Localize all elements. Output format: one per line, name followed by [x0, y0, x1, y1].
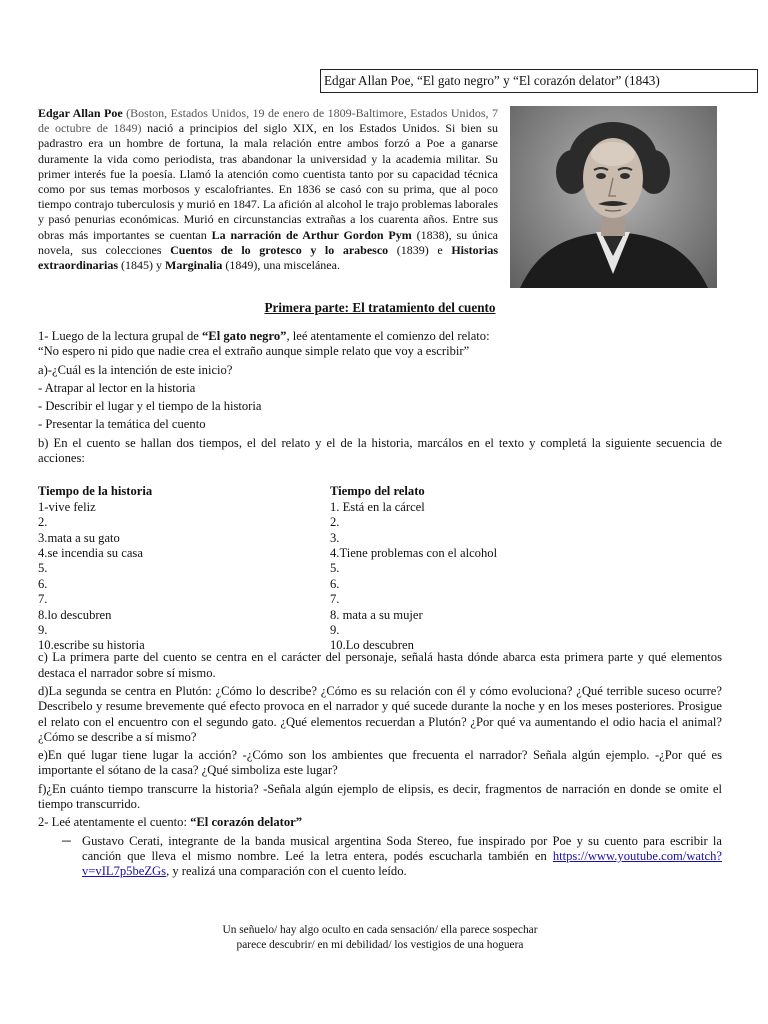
timeline-item: 6.	[330, 576, 340, 591]
lyrics-line: parece descubrir/ en mi debilidad/ los vestigios de una hoguera	[236, 939, 524, 951]
option-item: - Describir el lugar y el tiempo de la historia	[38, 399, 262, 414]
exercises	[38, 329, 722, 880]
timeline-item: 2.	[38, 515, 48, 530]
question-c: c) La primera parte del cuento se centra en el carácter del personaje, señalá hasta dónde abarca esta primera parte y qué elementos destaca el narrador sobre sí mismo.	[38, 650, 722, 680]
timeline-item: 4.se incendia su casa	[38, 546, 143, 560]
work-title: La narración de Arthur Gordon Pym	[211, 227, 412, 242]
timeline-item: 10.escribe su historia	[38, 638, 145, 653]
timeline-item: 1. Está en la cárcel	[330, 499, 425, 514]
timeline-item: 7.	[330, 592, 340, 607]
question-f: f)¿En cuánto tiempo transcurre la historia? -Señala algún ejemplo de elipsis, es decir, fragmentos de narración en donde se omite el tiempo transcurrido.	[38, 781, 722, 812]
story-time-column	[38, 484, 318, 653]
author-biography: Edgar Allan Poe (Boston, Estados Unidos, 19 de enero de 1809-Baltimore, Estados Unidos, 7 de octubre de 1849) nació a principios del siglo XIX, en los Estados Unidos. Si bien su padrastro era un hombre de fortuna, la mala relación entre ambos forzó a Poe a ganarse duramente la vida como periodista, tras abandonar la universidad y la academia militar. Su primer interés fue la poesía. Llamó la atención como cuentista tanto por su capacidad técnica como por sus temas morbosos y escalofriantes. En 1836 se casó con su prima, que al poco tiempo contrajo tuberculosis y murió en 1847. La afición al alcohol le trajo problemas laborales y pasó penurias económicas. Murió en circunstancias extrañas a los cuarenta años. Entre sus obras más importantes se cuentan La narración de Arthur Gordon Pym (1838), su única novela, sus colecciones Cuentos de lo grotesco y lo arabesco (1839) e Historias extraordinarias (1845) y Marginalia (1849), una miscelánea.	[38, 106, 498, 273]
dash-bullet-icon: ─	[62, 833, 71, 848]
question-2-intro: 2- Leé atentamente el cuento: “El corazón delator”	[38, 815, 303, 830]
author-name: Edgar Allan Poe	[38, 106, 123, 120]
bullet-item: ─ Gustavo Cerati, integrante de la banda musical argentina Soda Stereo, fue inspirado por Poe y su cuento para escribir la canción que lleva el mismo nombre. Leé la letra entera, podés escucharla también en https://www.youtube.com/watch?v=vIL7p5beZGs, y realizá una comparación con el cuento leído.	[38, 834, 722, 880]
document-title: Edgar Allan Poe, “El gato negro” y “El corazón delator” (1843)	[320, 69, 758, 93]
timeline-item: 7.	[38, 592, 48, 607]
author-portrait-photo	[510, 106, 717, 288]
work-title: Cuentos de lo grotesco y lo arabesco	[170, 242, 389, 257]
question-e: e)En qué lugar tiene lugar la acción? -¿Cómo son los ambientes que frecuenta el narrador? Señala algún ejemplo. -¿Por qué es importante el sótano de la casa? ¿Qué simboliza este lugar?	[38, 748, 722, 778]
timeline-item: 2.	[330, 515, 340, 530]
timeline-item: 8.lo descubren	[38, 607, 112, 622]
column-header: Tiempo de la historia	[38, 484, 153, 499]
timeline-item: 9.	[38, 623, 48, 638]
section-title: Primera parte: El tratamiento del cuento	[264, 300, 496, 315]
youtube-link[interactable]: https://www.youtube.com/watch?v=vIL7p5beZGs	[82, 848, 722, 879]
lyrics-line: Un señuelo/ hay algo oculto en cada sensación/ ella parece sospechar	[222, 924, 538, 936]
timeline-item: 10.Lo descubren	[330, 638, 414, 653]
song-lyrics	[38, 923, 722, 953]
question-1-intro: 1- Luego de la lectura grupal de “El gato negro”, leé atentamente el comienzo del relato:	[38, 329, 490, 343]
timeline-item: 3.mata a su gato	[38, 530, 120, 545]
timeline-item: 5.	[330, 561, 340, 576]
timeline-item: 8. mata a su mujer	[330, 607, 423, 622]
portrait-illustration	[510, 106, 717, 288]
option-item: - Atrapar al lector en la historia	[38, 380, 196, 395]
option-item: - Presentar la temática del cuento	[38, 417, 206, 432]
question-b: b) En el cuento se hallan dos tiempos, el del relato y el de la historia, marcálos en el texto y completá la siguiente secuencia de acciones:	[38, 435, 722, 466]
question-d: d)La segunda se centra en Plutón: ¿Cómo lo describe? ¿Cómo es su relación con él y cómo evoluciona? ¿Qué terrible suceso ocurre? Describelo y resume brevemente qué efecto provoca en el narrador y qué sucede durante la noche y en los meses posteriores. Prosigue el relato con el encuentro con el segundo gato. ¿Qué elementos recuerdan a Plutón? ¿Por qué va aumentando el odio hacia el animal?¿Cómo se describe a sí mismo?	[38, 683, 722, 744]
work-title: Marginalia	[165, 258, 223, 273]
work-title: Historias extraordinarias	[38, 242, 498, 273]
timeline-item: 9.	[330, 623, 340, 638]
timeline-item: 3.	[330, 530, 340, 545]
question-a: a)-¿Cuál es la intención de este inicio?	[38, 362, 233, 377]
document-page	[38, 0, 722, 1024]
timeline-item: 1-vive feliz	[38, 499, 96, 514]
story-quote: “No espero ni pido que nadie crea el extraño aunque simple relato que voy a escribir”	[38, 344, 470, 359]
timeline-item: 5.	[38, 561, 48, 576]
story-title: “El corazón delator”	[190, 815, 303, 830]
column-header: Tiempo del relato	[330, 484, 425, 499]
timeline-item: 4.Tiene problemas con el alcohol	[330, 546, 498, 560]
timeline-item: 6.	[38, 576, 48, 591]
author-origin: (Boston, Estados Unidos, 19 de enero de 1809-Baltimore, Estados Unidos, 7 de octubre de 1849)	[38, 106, 498, 136]
timeline-table	[38, 484, 722, 653]
narration-time-column	[330, 484, 710, 653]
story-title: “El gato negro”	[202, 329, 287, 343]
